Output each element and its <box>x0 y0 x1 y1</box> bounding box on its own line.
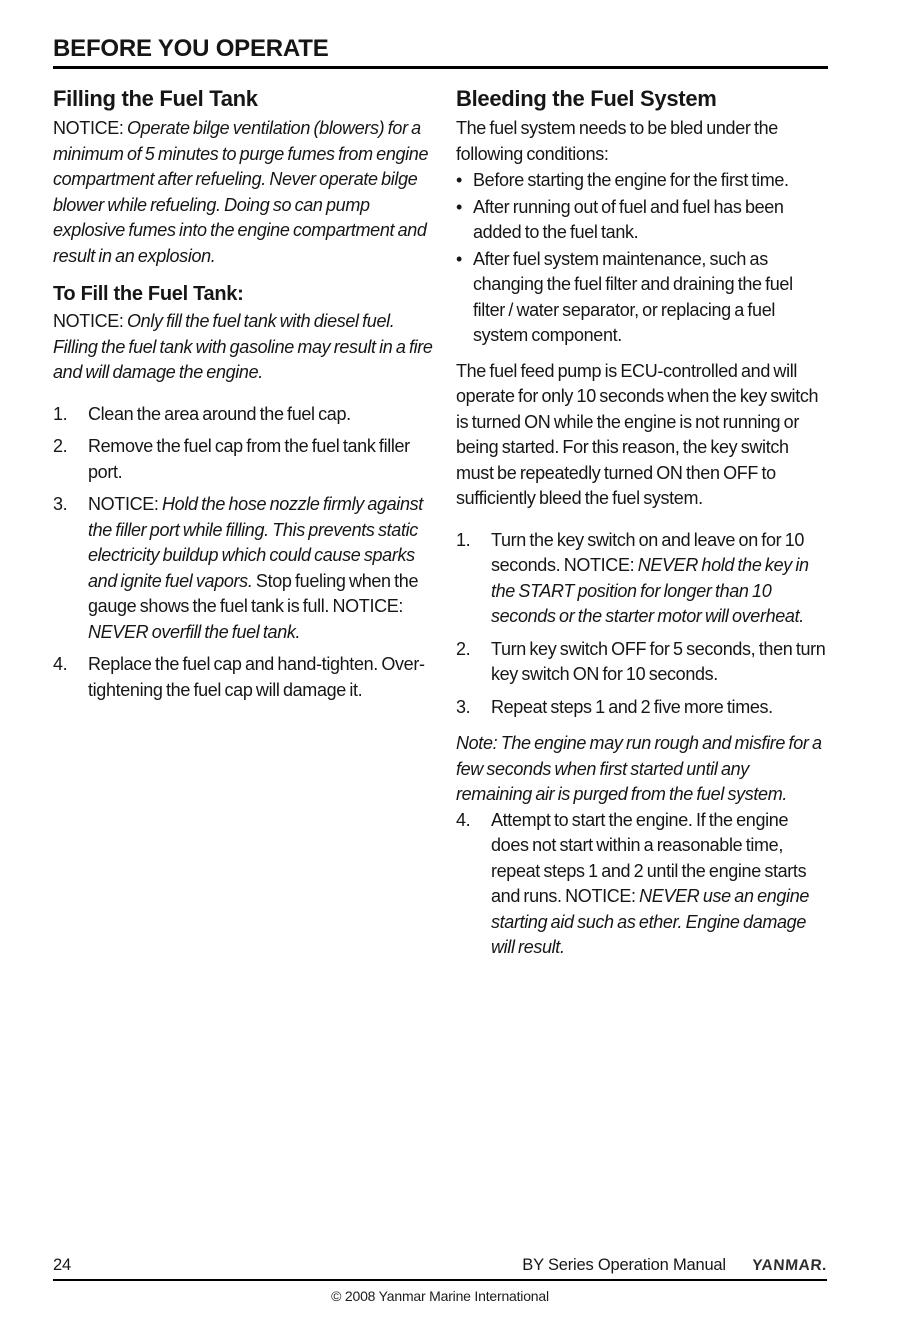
yanmar-logo: YANMAR. <box>751 1257 828 1274</box>
to-fill-steps-list <box>53 402 441 704</box>
to-fill-notice-paragraph <box>53 309 441 386</box>
engine-note-paragraph <box>456 731 828 808</box>
text-run: Turn the key switch on and leave on for 10 seconds. NOTICE: <box>491 529 805 575</box>
step-number: 4. <box>53 654 68 674</box>
step-number: 2. <box>53 436 68 456</box>
text-run: Repeat steps 1 and 2 five more times. <box>491 696 773 717</box>
bleeding-conditions-list <box>456 168 828 349</box>
filling-notice-paragraph <box>53 116 441 269</box>
section-title-bleeding-fuel-system: Bleeding the Fuel System <box>456 86 717 111</box>
step-text <box>491 695 828 721</box>
numbered-step <box>456 637 828 688</box>
text-run: NOTICE: <box>88 494 163 514</box>
italic-text-run: NEVER use an engine starting aid such as ether. Engine damage will result. <box>491 886 810 957</box>
step-number: 1. <box>53 403 68 424</box>
page-number: 24 <box>53 1256 71 1274</box>
italic-text-run: Hold the hose nozzle firmly against the filler port while filling. This prevents static electricity buildup which could cause sparks and ignite fuel vapors. <box>88 494 423 591</box>
left-column <box>53 87 441 968</box>
bleeding-steps-list <box>456 528 828 721</box>
step-text <box>491 637 828 688</box>
bullet-item <box>456 168 828 194</box>
bullet-item-text: Before starting the engine for the first time. <box>473 170 789 190</box>
text-run: NOTICE: <box>53 118 128 138</box>
step-number: 1. <box>456 529 471 550</box>
bullet-icon: • <box>456 196 462 217</box>
text-run: Attempt to start the engine. If the engine does not start within a reasonable time, repeat steps 1 and 2 until the engine starts and runs. NOTICE: <box>491 809 807 906</box>
bullet-icon: • <box>456 170 462 190</box>
italic-text-run: Note: The engine may run rough and misfire for a few seconds when first started until any remaining air is purged from the fuel system. <box>456 733 822 804</box>
bleeding-step-4 <box>456 808 828 961</box>
numbered-step <box>456 808 828 961</box>
bleeding-intro-paragraph: The fuel system needs to be bled under the following conditions: <box>456 118 778 164</box>
footer-rule <box>53 1279 827 1281</box>
numbered-step <box>456 695 828 721</box>
numbered-step <box>53 434 441 485</box>
step-number: 3. <box>53 494 68 514</box>
step-number: 2. <box>456 638 471 659</box>
text-run: Clean the area around the fuel cap. <box>88 403 351 424</box>
text-run: Turn key switch OFF for 5 seconds, then turn key switch ON for 10 seconds. <box>491 638 826 684</box>
step-text <box>88 434 441 485</box>
step-text <box>491 528 828 630</box>
header-rule <box>53 66 828 69</box>
italic-text-run: Only fill the fuel tank with diesel fuel. Filling the fuel tank with gasoline may result in a fire and will damage the engine. <box>53 311 433 382</box>
page-title: BEFORE YOU OPERATE <box>53 35 329 62</box>
bullet-item-text: After fuel system maintenance, such as changing the fuel filter and draining the fuel filter / water separator, or replacing a fuel system component. <box>473 248 793 345</box>
italic-text-run: NEVER overfill the fuel tank. <box>88 621 301 642</box>
bullet-item <box>456 247 828 349</box>
content-columns <box>53 87 828 968</box>
numbered-step <box>456 528 828 630</box>
step-text <box>491 808 828 961</box>
manual-title: BY Series Operation Manual <box>522 1256 726 1274</box>
numbered-step <box>53 652 441 703</box>
italic-text-run: Operate bilge ventilation (blowers) for a minimum of 5 minutes to purge fumes from engine compartment after refueling. Never operate bilge blower while refueling. Doing so can pump explosive fumes into the engine compartment and result in an explosion. <box>53 118 429 266</box>
step-number: 4. <box>456 809 471 830</box>
bullet-icon: • <box>456 248 462 269</box>
step-text <box>88 402 441 428</box>
right-column <box>456 87 828 968</box>
bullet-item-text: After running out of fuel and fuel has been added to the fuel tank. <box>473 196 784 242</box>
page-footer <box>53 1256 827 1304</box>
bullet-item <box>456 195 828 246</box>
step-text <box>88 492 441 645</box>
step-text <box>88 652 441 703</box>
fuel-feed-pump-paragraph: The fuel feed pump is ECU-controlled and will operate for only 10 seconds when the key switch is turned ON while the engine is not running or being started. For this reason, the key switch must be repeatedly turned ON then OFF to sufficiently bleed the fuel system. <box>456 360 819 508</box>
copyright-text: © 2008 Yanmar Marine International <box>331 1288 549 1304</box>
section-title-to-fill-fuel-tank: To Fill the Fuel Tank: <box>53 283 244 305</box>
text-run: Remove the fuel cap from the fuel tank filler port. <box>88 436 410 482</box>
text-run: Stop fueling when the gauge shows the fuel tank is full. NOTICE: <box>88 570 419 616</box>
numbered-step <box>53 492 441 645</box>
numbered-step <box>53 402 441 428</box>
step-number: 3. <box>456 696 471 717</box>
text-run: NOTICE: <box>53 311 128 331</box>
section-title-filling-fuel-tank: Filling the Fuel Tank <box>53 86 258 111</box>
text-run: Replace the fuel cap and hand-tighten. Over-tightening the fuel cap will damage it. <box>88 654 425 700</box>
italic-text-run: NEVER hold the key in the START position for longer than 10 seconds or the starter motor will overheat. <box>491 555 809 626</box>
